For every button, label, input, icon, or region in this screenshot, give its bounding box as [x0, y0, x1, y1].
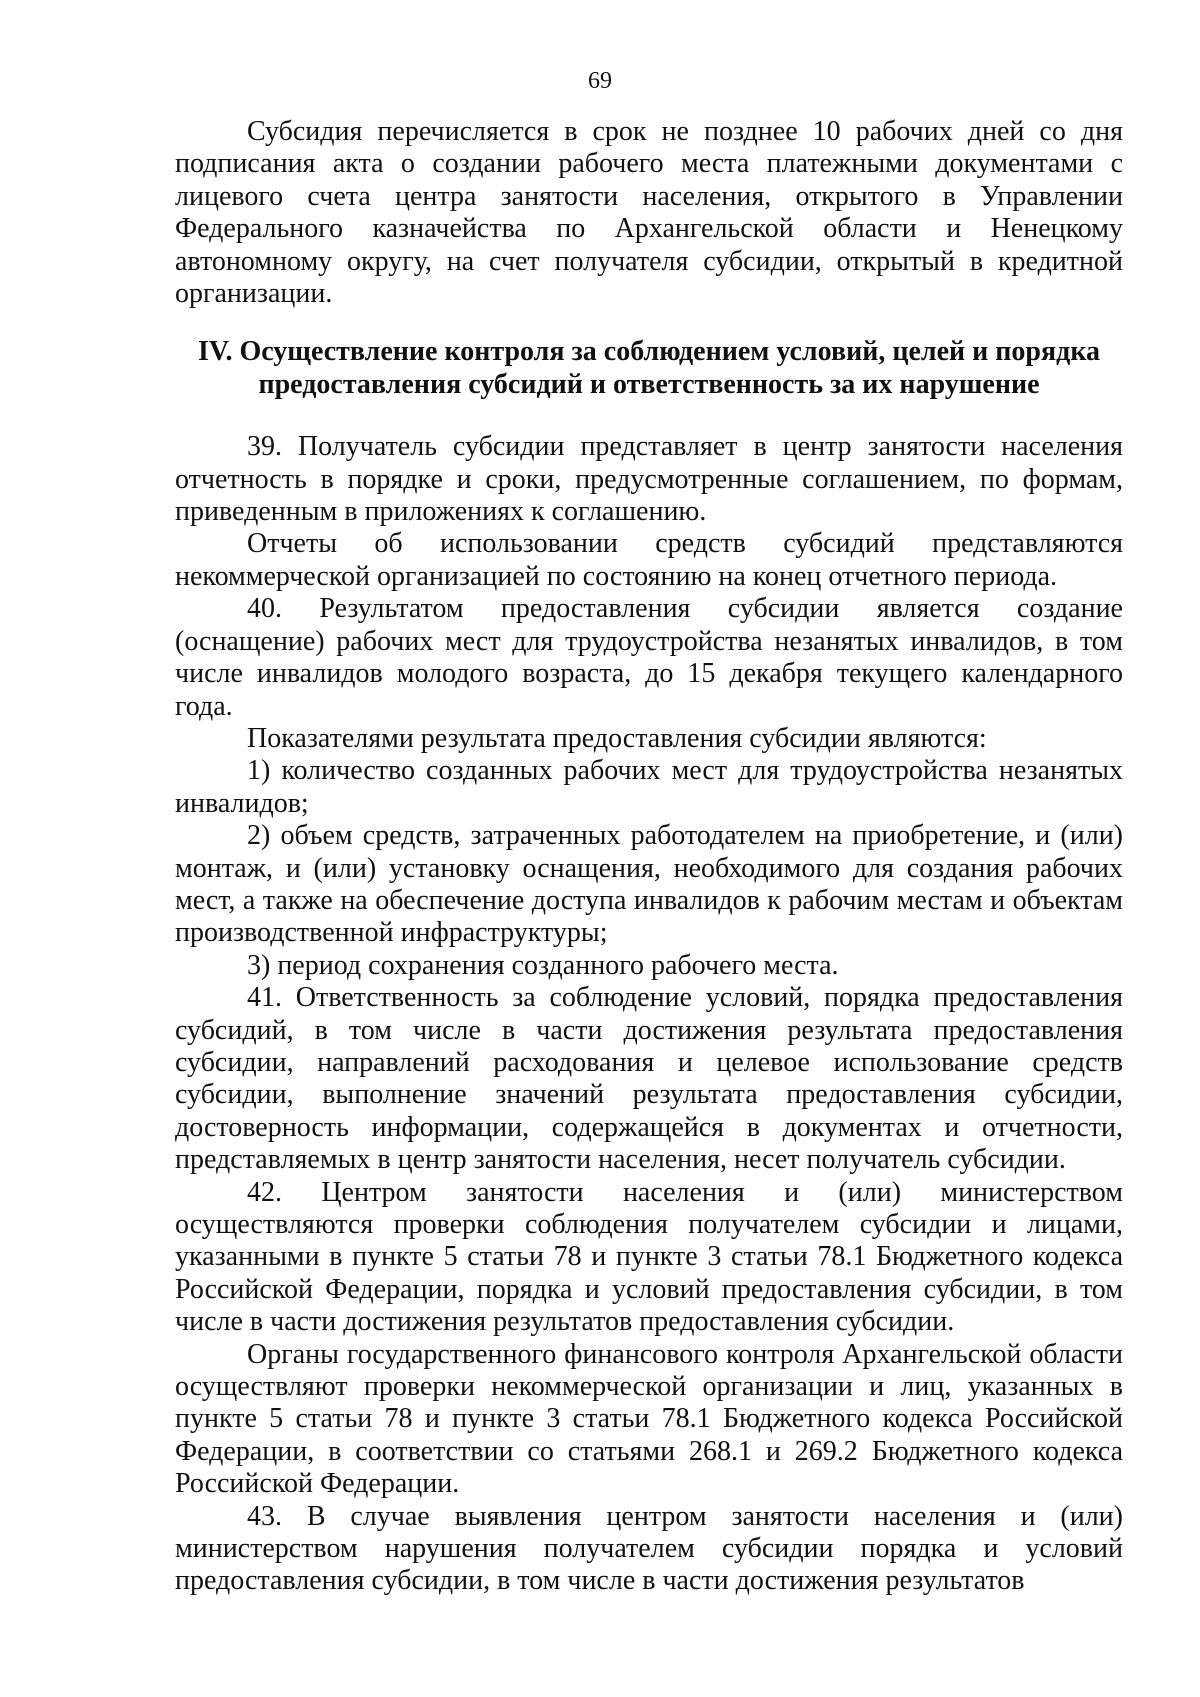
paragraph-subsidy-transfer: Субсидия перечисляется в срок не позднее 10 рабочих дней со дня подписания акта о создании рабочего места платежными документами с лицевого счета центра занятости населения, открытого в Управлении Федерального казначейства по Архангельской области и Ненецкому автономному округу, на счет получателя субсидии, открытый в кредитной организации. [175, 116, 1123, 310]
paragraph-financial-control: Органы государственного финансового контроля Архангельской области осуществляют проверки некоммерческой организации и лиц, указанных в пункте 5 статьи 78 и пункте 3 статьи 78.1 Бюджетного кодекса Российской Федерации, в соответствии со статьями 268.1 и 269.2 Бюджетного кодекса Российской Федерации. [175, 1338, 1123, 1500]
paragraph-indicators: Показателями результата предоставления субсидии являются: [247, 722, 987, 754]
paragraph-40: 40. Результатом предоставления субсидии является создание (оснащение) рабочих мест для трудоустройства незанятых инвалидов, в том числе инвалидов молодого возраста, до 15 декабря текущего календарного года. [175, 593, 1123, 722]
paragraph-39: 39. Получатель субсидии представляет в центр занятости населения отчетность в порядке и сроки, предусмотренные соглашением, по формам, приведенным в приложениях к соглашению. [175, 431, 1123, 528]
section-heading-line1: IV. Осуществление контроля за соблюдением условий, целей и порядка [197, 336, 1101, 368]
list-item-2: 2) объем средств, затраченных работодателем на приобретение, и (или) монтаж, и (или) установку оснащения, необходимого для создания рабочих мест, а также на обеспечение доступа инвалидов к рабочим местам и объектам производственной инфраструктуры; [175, 820, 1123, 949]
page-number: 69 [588, 68, 612, 94]
paragraph-42: 42. Центром занятости населения и (или) министерством осуществляются проверки соблюдения получателем субсидии и лицами, указанными в пункте 5 статьи 78 и пункте 3 статьи 78.1 Бюджетного кодекса Российской Федерации, порядка и условий предоставления субсидии, в том числе в части достижения результатов предоставления субсидии. [175, 1176, 1123, 1338]
section-heading [175, 336, 1123, 401]
list-item-3: 3) период сохранения созданного рабочего места. [247, 949, 839, 981]
paragraph-43: 43. В случае выявления центром занятости населения и (или) министерством нарушения получателем субсидии порядка и условий предоставления субсидии, в том числе в части достижения результатов [175, 1500, 1123, 1597]
paragraph-reports: Отчеты об использовании средств субсидий представляются некоммерческой организацией по состоянию на конец отчетного периода. [175, 528, 1123, 592]
document-body [175, 116, 1123, 1598]
section-heading-line2: предоставления субсидий и ответственность за их нарушение [258, 368, 1040, 400]
paragraph-41: 41. Ответственность за соблюдение условий, порядка предоставления субсидий, в том числе в части достижения результата предоставления субсидии, направлений расходования и целевое использование средств субсидии, выполнение значений результата предоставления субсидии, достоверность информации, содержащейся в документах и отчетности, представляемых в центр занятости населения, несет получатель субсидии. [175, 982, 1123, 1176]
list-item-1: 1) количество созданных рабочих мест для трудоустройства незанятых инвалидов; [175, 755, 1123, 819]
